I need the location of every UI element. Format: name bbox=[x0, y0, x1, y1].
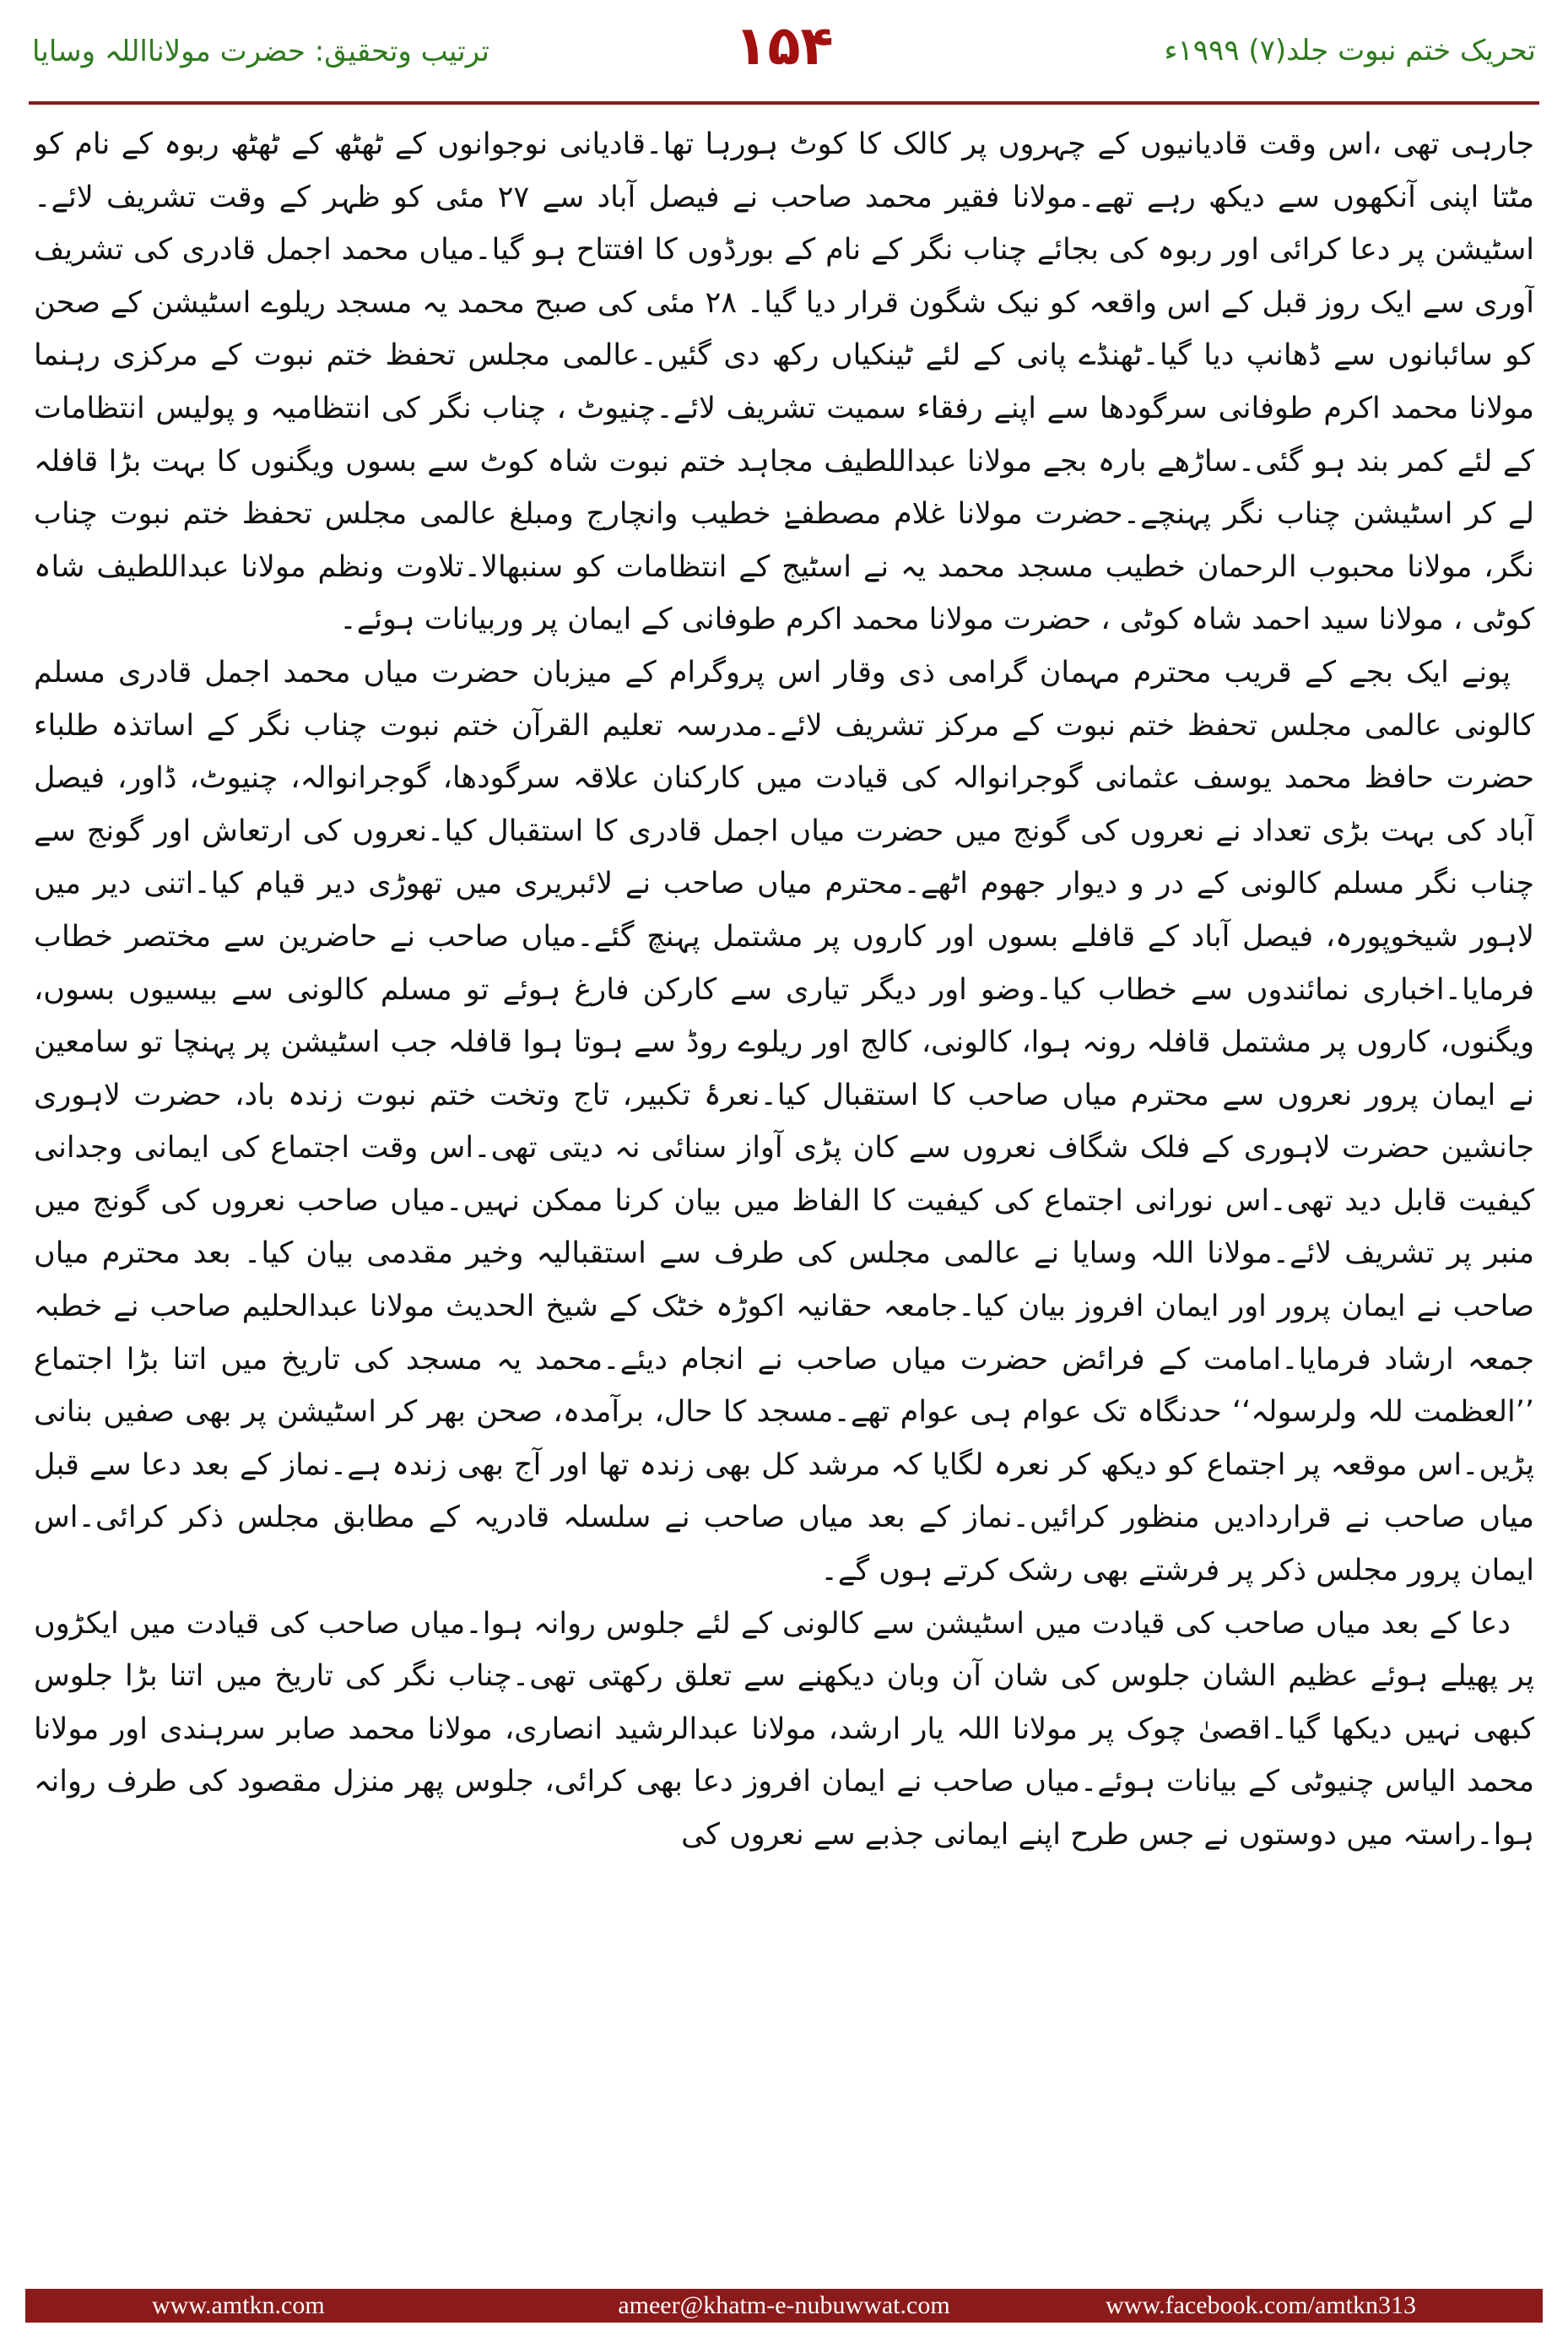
footer-email-link[interactable]: ameer@khatm-e-nubuwwat.com bbox=[618, 2291, 950, 2319]
paragraph-3: دعا کے بعد میاں صاحب کی قیادت میں اسٹیشن سے کالونی کے لئے جلوس روانہ ہوا۔میاں صاحب کی قیادت میں ایکڑوں پر پھیلے ہوئے عظیم الشان جلوس کی شان آن وبان دیکھنے سے تعلق رکھتی تھی۔چناب نگر کی تاریخ میں اتنا بڑا جلوس کبھی نہیں دیکھا گیا۔اقصیٰ چوک پر مولانا اللہ یار ارشد، مولانا عبدالرشید انصاری، مولانا محمد صابر سرہندی اور مولانا محمد الیاس چنیوٹی کے بیانات ہوئے۔میاں صاحب نے ایمان افروز دعا بھی کرائی، جلوس پھر منزل مقصود کی طرف روانہ ہوا۔راستہ میں دوستوں نے جس طرح اپنے ایمانی جذبے سے نعروں کی bbox=[34, 1606, 1534, 1852]
book-title: تحریک ختم نبوت جلد(۷) ۱۹۹۹ء bbox=[1164, 34, 1536, 68]
page-footer bbox=[25, 2289, 1543, 2323]
footer-website-link[interactable]: www.amtkn.com bbox=[152, 2291, 325, 2319]
footer-facebook-link[interactable]: www.facebook.com/amtkn313 bbox=[1106, 2291, 1416, 2319]
header-divider bbox=[29, 101, 1539, 105]
paragraph-1: جارہی تھی ،اس وقت قادیانیوں کے چہروں پر کالک کا کوٹ ہورہا تھا۔قادیانی نوجوانوں کے ٹھٹھ کے ٹھٹھ ربوہ کے نام کو مٹتا اپنی آنکھوں سے دیکھ رہے تھے۔مولانا فقیر محمد صاحب نے فیصل آباد سے ۲۷ مئی کو ظہر کے وقت تشریف لائے۔اسٹیشن پر دعا کرائی اور ربوہ کی بجائے چناب نگر کے نام کے بورڈوں کا افتتاح ہو گیا۔میاں محمد اجمل قادری کی تشریف آوری سے ایک روز قبل کے اس واقعہ کو نیک شگون قرار دیا گیا۔ ۲۸ مئی کی صبح محمد یہ مسجد ریلوے اسٹیشن کے صحن کو سائبانوں سے ڈھانپ دیا گیا۔ٹھنڈے پانی کے لئے ٹینکیاں رکھ دی گئیں۔عالمی مجلس تحفظ ختم نبوت کے مرکزی رہنما مولانا محمد اکرم طوفانی سرگودھا سے اپنے رفقاء سمیت تشریف لائے۔چنیوٹ ، چناب نگر کی انتظامیہ و پولیس انتظامات کے لئے کمر بند ہو گئی۔ساڑھے بارہ بجے مولانا عبداللطیف مجاہد ختم نبوت شاہ کوٹ سے بسوں ویگنوں کا بہت بڑا قافلہ لے کر اسٹیشن چناب نگر پہنچے۔حضرت مولانا غلام مصطفےٰ خطیب وانچارج ومبلغ عالمی مجلس تحفظ ختم نبوت چناب نگر، مولانا محبوب الرحمان خطیب مسجد محمد یہ نے اسٹیج کے انتظامات کو سنبھالا۔تلاوت ونظم مولانا عبداللطیف شاہ کوٹی ، مولانا سید احمد شاہ کوٹی ، حضرت مولانا محمد اکرم طوفانی کے ایمان پر وربیانات ہوئے۔ bbox=[34, 127, 1534, 637]
paragraph-2: پونے ایک بجے کے قریب محترم مہمان گرامی ذی وقار اس پروگرام کے میزبان حضرت میاں محمد اجمل قادری مسلم کالونی عالمی مجلس تحفظ ختم نبوت کے مرکز تشریف لائے۔مدرسہ تعلیم القرآن ختم نبوت چناب نگر کے اساتذہ طلباء حضرت حافظ محمد یوسف عثمانی گوجرانوالہ کی قیادت میں کارکنان علاقہ سرگودھا، گوجرانوالہ، چنیوٹ، ڈاور، فیصل آباد کی بہت بڑی تعداد نے نعروں کی گونج میں حضرت میاں اجمل قادری کا استقبال کیا۔نعروں کی ارتعاش اور گونج سے چناب نگر مسلم کالونی کے در و دیوار جھوم اٹھے۔محترم میاں صاحب نے لائبریری میں تھوڑی دیر قیام کیا۔اتنی دیر میں لاہور شیخوپورہ، فیصل آباد کے قافلے بسوں اور کاروں پر مشتمل پہنچ گئے۔میاں صاحب نے حاضرین سے مختصر خطاب فرمایا۔اخباری نمائندوں سے خطاب کیا۔وضو اور دیگر تیاری سے کارکن فارغ ہوئے تو مسلم کالونی سے بیسیوں بسوں، ویگنوں، کاروں پر مشتمل قافلہ رونہ ہوا، کالونی، کالج اور ریلوے روڈ سے ہوتا ہوا قافلہ جب اسٹیشن پر پہنچا تو سامعین نے ایمان پرور نعروں سے محترم میاں صاحب کا استقبال کیا۔نعرۂ تکبیر، تاج وتخت ختم نبوت زندہ باد، حضرت لاہوری جانشین حضرت لاہوری کے فلک شگاف نعروں سے کان پڑی آواز سنائی نہ دیتی تھی۔اس وقت اجتماع کی ایمانی وجدانی کیفیت قابل دید تھی۔اس نورانی اجتماع کی کیفیت کا الفاظ میں بیان کرنا ممکن نہیں۔میاں صاحب نعروں کی گونج میں منبر پر تشریف لائے۔مولانا اللہ وسایا نے عالمی مجلس کی طرف سے استقبالیہ وخیر مقدمی بیان کیا۔ بعد محترم میاں صاحب نے ایمان پرور اور ایمان افروز بیان کیا۔جامعہ حقانیہ اکوڑہ خٹک کے شیخ الحدیث مولانا عبدالحلیم صاحب نے خطبہ جمعہ ارشاد فرمایا۔امامت کے فرائض حضرت میاں صاحب نے انجام دیئے۔محمد یہ مسجد کی تاریخ میں اتنا بڑا اجتماع ’’العظمت للہ ولرسولہ‘‘ حدنگاہ تک عوام ہی عوام تھے۔مسجد کا حال، برآمدہ، صحن بھر کر اسٹیشن پر بھی صفیں بنانی پڑیں۔اس موقعہ پر اجتماع کو دیکھ کر نعرہ لگایا کہ مرشد کل بھی زندہ تھا اور آج بھی زندہ ہے۔نماز کے بعد دعا سے قبل میاں صاحب نے قراردادیں منظور کرائیں۔نماز کے بعد میاں صاحب نے سلسلہ قادریہ کے مطابق مجلس ذکر کرائی۔اس ایمان پرور مجلس ذکر پر فرشتے بھی رشک کرتے ہوں گے۔ bbox=[34, 655, 1534, 1588]
compiler-credit: ترتیب وتحقیق: حضرت مولانااللہ وسایا bbox=[32, 35, 489, 68]
page-header bbox=[0, 0, 1568, 118]
page-number: ۱۵۴ bbox=[734, 15, 834, 78]
page-body bbox=[34, 118, 1534, 2253]
